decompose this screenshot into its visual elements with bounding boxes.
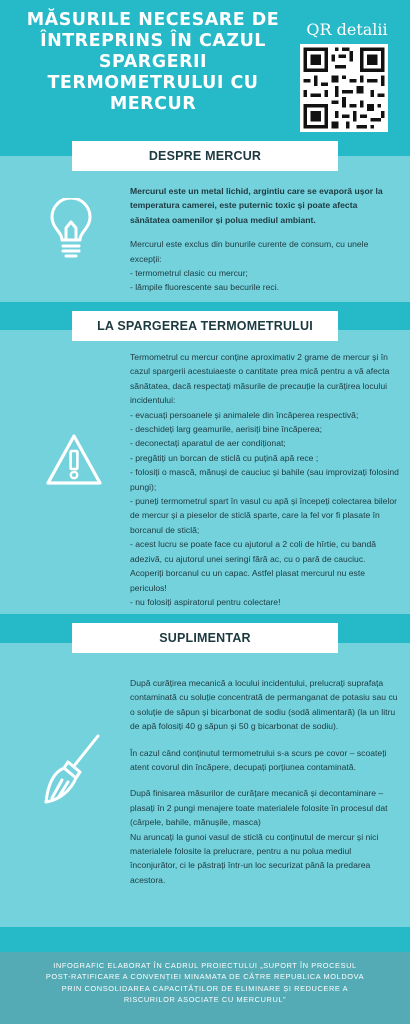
lightbulb-icon	[44, 198, 98, 267]
qr-label: QR detalii	[306, 20, 388, 39]
qr-code[interactable]	[300, 44, 388, 132]
list-item: - deschideți larg geamurile, aerisiți bine încăperea;	[130, 424, 323, 435]
spargerea-text	[130, 350, 400, 609]
mercur-text	[130, 184, 396, 295]
warning-icon	[44, 432, 104, 493]
section-title-despre-mercur: DESPRE MERCUR	[72, 141, 338, 171]
list-item: - folosiți o mască, mănuși de cauciuc și bahile (sau improvizați folosind pungi);	[130, 467, 399, 492]
spargerea-intro: Termometrul cu mercur conține aproximativ 2 grame de mercur și în cazul spargerii acestuiaeste o cantitate prea mică pentru a vă afecta sănătatea, dacă respectați măsurile de precauție la curățirea locului incidentului:	[130, 352, 390, 406]
section-title-spargerea: LA SPARGEREA TERMOMETRULUI	[72, 311, 338, 341]
suplimentar-para: Nu aruncați la gunoi vasul de sticlă cu conținutul de mercur și nici materialele folosite la prelucrare, pentru a nu polua mediul înconjurător, ci le păstrați într-un loc securizat până la predarea acestora.	[130, 831, 379, 885]
suplimentar-para: După curățirea mecanică a locului incidentului, prelucrați suprafața contaminată cu soluție concentrată de permanganat de potasiu sau cu o soluție de săpun și bicarbonat de sodiu (sodă alimentară) (la un litru de apă folosiți 40 g săpun și 50 g bicarbonat de sodiu).	[130, 678, 398, 732]
list-item: - acest lucru se poate face cu ajutorul a 2 coli de hîrtie, cu bandă adezivă, cu ajutorul unei seringi fără ac, cu o pară de cauciuc. Acoperiți borcanul cu un capac. Astfel plasat mercurul nu este periculos!	[130, 539, 377, 593]
section-title-suplimentar: SUPLIMENTAR	[72, 623, 338, 653]
footer-text: INFOGRAFIC ELABORAT ÎN CADRUL PROIECTULUI „SUPORT ÎN PROCESUL POST-RATIFICARE A CONVENȚIEI MINAMATA DE CĂTRE REPUBLICA MOLDOVA PRIN CONSOLIDAREA CAPACITĂȚILOR DE ELIMINARE ȘI REDUCERE A RISCURILOR ASOCIATE CU MERCURUL”	[45, 961, 365, 1005]
list-item: - evacuați persoanele și animalele din încăperea respectivă;	[130, 409, 359, 420]
suplimentar-para: După finisarea măsurilor de curățare mecanică și decontaminare – plasați în 2 pungi menajere toate materialele folosite în procesul dat (cârpele, bahile, mănușile, masca)	[130, 788, 388, 828]
list-item: - puneți termometrul spart în vasul cu apă și începeți colectarea bilelor de mercur și a pieselor de sticlă sparte, care la fel vor fi plasate în borcanul de sticlă;	[130, 496, 398, 535]
list-item: - deconectați aparatul de aer condiționat;	[130, 438, 286, 449]
mercur-intro: Mercurul este un metal lichid, argintiu care se evaporă ușor la temperatura camerei, este puternic toxic și poate afecta sănătatea oamenilor și polua mediul ambiant.	[130, 186, 383, 225]
header	[0, 0, 410, 140]
list-item: - lămpile fluorescente sau becurile reci.	[130, 282, 280, 293]
list-item: - termometrul clasic cu mercur;	[130, 268, 248, 279]
list-item: - pregătiți un borcan de sticlă cu puțină apă rece ;	[130, 452, 319, 463]
page-title: MĂSURILE NECESARE DE ÎNTREPRINS ÎN CAZUL SPARGERII TERMOMETRULUI CU MERCUR	[26, 10, 280, 114]
mercur-para: Mercurul este exclus din bunurile curente de consum, cu unele excepții:	[130, 239, 369, 264]
broom-icon	[40, 732, 106, 813]
suplimentar-text	[130, 676, 400, 887]
suplimentar-para: În cazul când conținutul termometrului s-a scurs pe covor – scoateți atent covorul din încăpere, decupați porțiunea contaminată.	[130, 747, 387, 773]
list-item: - nu folosiți aspiratorul pentru colectare!	[130, 596, 281, 607]
